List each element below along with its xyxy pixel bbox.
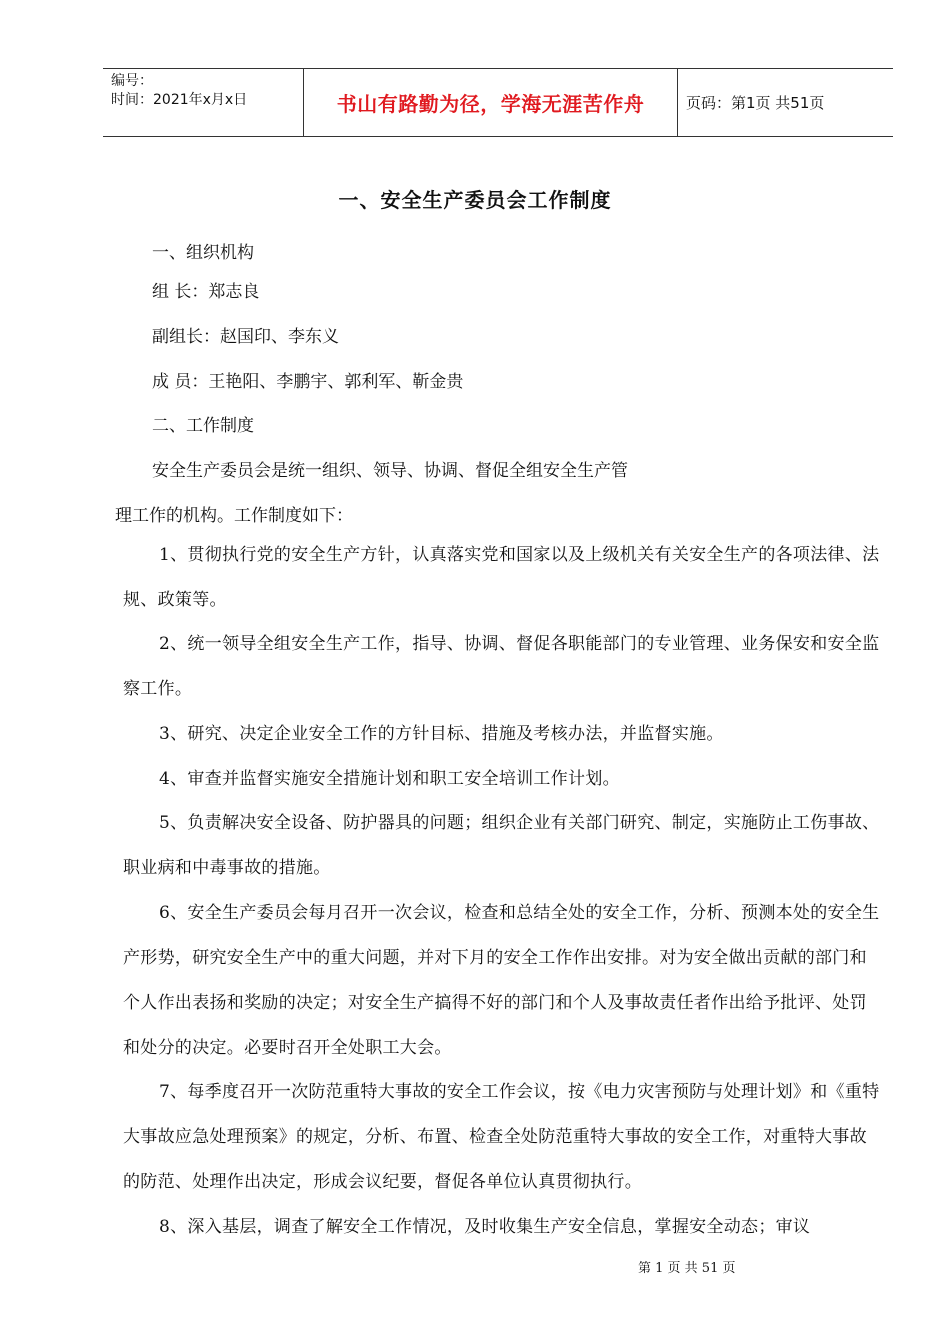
number-label: 编号： xyxy=(111,73,153,89)
page-number-cell xyxy=(678,69,893,136)
motto-cell xyxy=(304,69,678,136)
rule-item-3: 3、研究、决定企业安全工作的方针目标、措施及考核办法，并监督实施。 xyxy=(159,724,724,744)
rule-item-7: 7、每季度召开一次防范重特大事故的安全工作会议，按《电力灾害预防与处理计划》和《重特大事故应急处理预案》的规定，分析、布置、检查全处防范重特大事故的安全工作，对重特大事故的防范、处理作出决定，形成会议纪要，督促各单位认真贯彻执行。 xyxy=(123,1082,880,1192)
time-label: 时间：2021年x月x日 xyxy=(111,92,248,108)
rule-item-5: 5、负责解决安全设备、防护器具的问题；组织企业有关部门研究、制定，实施防止工伤事故、职业病和中毒事故的措施。 xyxy=(123,813,880,878)
rule-item-1: 1、贯彻执行党的安全生产方针，认真落实党和国家以及上级机关有关安全生产的各项法律、法规、政策等。 xyxy=(123,545,880,610)
org-leader: 组 长：郑志良 xyxy=(152,282,260,302)
system-heading: 二、工作制度 xyxy=(152,416,254,436)
org-heading: 一、组织机构 xyxy=(152,243,254,263)
rule-item-2: 2、统一领导全组安全生产工作，指导、协调、督促各职能部门的专业管理、业务保安和安全监察工作。 xyxy=(123,634,880,699)
org-members: 成 员：王艳阳、李鹏宇、郭利军、靳金贵 xyxy=(152,372,464,392)
rule-item-6: 6、安全生产委员会每月召开一次会议，检查和总结全处的安全工作，分析、预测本处的安全生产形势，研究安全生产中的重大问题，并对下月的安全工作作出安排。对为安全做出贡献的部门和个人作出表扬和奖励的决定；对安全生产搞得不好的部门和个人及事故责任者作出给予批评、处罚和处分的决定。必要时召开全处职工大会。 xyxy=(123,903,880,1058)
page-label: 页码：第1页 共51页 xyxy=(686,94,825,112)
rule-item-4: 4、审查并监督实施安全措施计划和职工安全培训工作计划。 xyxy=(159,769,620,789)
org-deputy: 副组长：赵国印、李东义 xyxy=(152,327,339,347)
document-title: 一、安全生产委员会工作制度 xyxy=(338,188,612,212)
header-meta-cell xyxy=(103,69,304,136)
system-intro-line1: 安全生产委员会是统一组织、领导、协调、督促全组安全生产管 xyxy=(152,461,628,481)
document-header xyxy=(103,68,893,137)
system-intro-line2: 理工作的机构。工作制度如下： xyxy=(115,506,353,526)
page-footer: 第 1 页 共 51 页 xyxy=(638,1261,736,1276)
rule-item-8: 8、深入基层，调查了解安全工作情况，及时收集生产安全信息，掌握安全动态；审议 xyxy=(159,1217,811,1237)
motto-text: 书山有路勤为径，学海无涯苦作舟 xyxy=(336,92,645,116)
